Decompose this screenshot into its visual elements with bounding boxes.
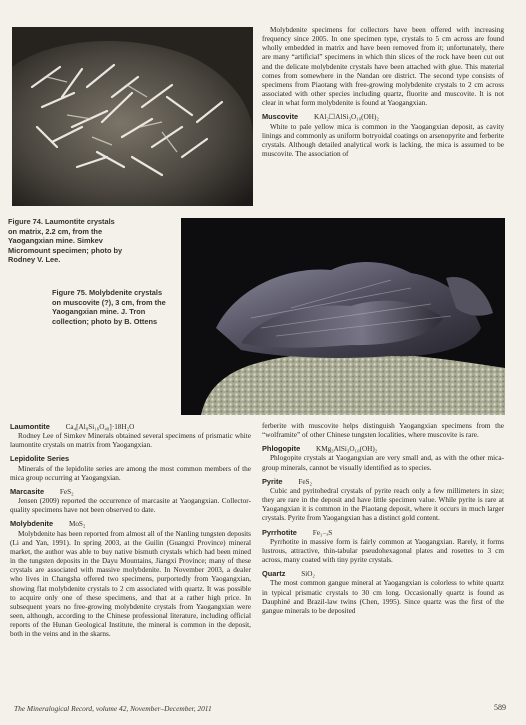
muscovite-formula: KAl₂☐AlSi₃O₁₀(OH)₂ — [313, 113, 379, 122]
figure-74-caption — [8, 217, 173, 265]
pyrite-name: Pyrite — [262, 476, 283, 486]
muscovite-paragraph: White to pale yellow mica is common in the Yaogangxian deposit, as cavity linings and commonly as uniform botryoidal coatings on arsenopyrite and ferberite crystals. Although detailed analytical work is lacking, the mica is assumed to be muscovite. The association of — [262, 122, 504, 159]
figure-74-caption-line: Figure 74. Laumontite crystals — [8, 217, 115, 226]
phlogopite-paragraph: Phlogopite crystals at Yaogangxian are very small and, as with the other mica-group minerals, cannot be visually identified as to species. — [262, 454, 504, 472]
marcasite-paragraph: Jensen (2009) reported the occurrence of marcasite at Yaogangxian. Collector-quality specimens have not been observed to date. — [10, 497, 251, 515]
lepidolite-paragraph: Minerals of the lepidolite series are among the most common members of the mica group occurring at Yaogangxian. — [10, 464, 251, 482]
right-column-bottom — [262, 422, 504, 616]
page-number: 589 — [494, 703, 506, 712]
journal-footer: The Mineralogical Record, volume 42, November–December, 2011 — [14, 704, 212, 713]
figure-74-photo — [12, 27, 253, 206]
pyrite-heading — [262, 477, 504, 487]
pyrite-formula: FeS₂ — [298, 477, 313, 486]
quartz-formula: SiO₂ — [301, 570, 315, 579]
figure-75-caption-line: Yaogangxian mine. J. Tron — [52, 307, 146, 317]
muscovite-continuation-paragraph: ferberite with muscovite helps distinguish Yaogangxian specimens from the “wolframite” of other Chinese tungsten localities, where muscovite is rare. — [262, 422, 504, 440]
pyrrhotite-formula: Fe₁₋ₓS — [312, 528, 333, 537]
quartz-heading — [262, 569, 504, 579]
figure-75-caption-line: on muscovite (?), 3 cm, from the — [52, 297, 166, 307]
muscovite-heading — [262, 112, 504, 122]
figure-74-caption-line: Micromount specimen; photo by — [8, 245, 123, 255]
pyrite-paragraph: Cubic and pyritohedral crystals of pyrite reach only a few millimeters in size; they are rare in the deposit and have little specimen value. While pyrite is rare at Yaogangxian it is common in the Piaotang deposit, where it occurs in much larger crystals. Pyrite from Yaogangxian has a distinct gold content. — [262, 486, 504, 523]
pyrrhotite-paragraph: Pyrrhotite in massive form is fairly common at Yaogangxian. Rarely, it forms lustrous, attractive, thin-tabular pseudohexagonal plates and rosettes to 3 cm across, many coated with tiny pyrite crystals. — [262, 537, 504, 565]
molybdenite-name: Molybdenite — [10, 519, 54, 529]
laumontite-formula: Ca₄[Al₈Si₁₆O₄₈]·18H₂O — [65, 423, 135, 431]
muscovite-name: Muscovite — [262, 112, 299, 122]
lepidolite-name: Lepidolite Series — [10, 454, 70, 464]
molybdenite-formula: MoS₂ — [68, 520, 86, 529]
left-column-bottom — [10, 422, 251, 639]
laumontite-name: Laumontite — [10, 422, 50, 431]
right-column-top — [262, 26, 504, 159]
pyrrhotite-heading — [262, 528, 504, 538]
figure-75-caption-line: Figure 75. Molybdenite crystals — [52, 288, 163, 297]
laumontite-heading — [10, 422, 251, 432]
quartz-paragraph: The most common gangue mineral at Yaogangxian is colorless to white quartz in typical prismatic crystals to 30 cm long. Occasionally quartz is found as Dauphiné and Brazil-law twins (Chen, 1995). Since quartz was the first of the gangue minerals to be deposited — [262, 579, 504, 615]
figure-75-caption — [52, 288, 182, 326]
laumontite-paragraph: Rodney Lee of Simkev Minerals obtained several specimens of prismatic white laumontite crystals on matrix from Yaogangxian. — [10, 432, 251, 450]
lepidolite-heading — [10, 454, 251, 464]
molybdenite-heading — [10, 519, 251, 529]
figure-75-photo — [181, 218, 505, 415]
marcasite-formula: FeS₂ — [59, 487, 74, 496]
figure-74-caption-line: Yaogangxian mine. Simkev — [8, 236, 103, 246]
figure-75-caption-line: collection; photo by B. Ottens — [52, 316, 158, 326]
molybdenite-continuation-paragraph: Molybdenite specimens for collectors have been offered with increasing frequency since 2005. In one specimen type, crystals to 5 cm across are found wholly embedded in matrix and have been removed from it; unfortunately, there are many “artificial” specimens in which thin slices of the rock have been cut out and the delicate molybdenite crystals have been attached with glue. This material comes from somewhere in the Nandan ore district. The second type consists of specimens from Piaotang with free-growing molybdenite crystals to 2 cm across associated with other species including quartz, fluorite and muscovite. It is not clear in what form molybdenite is found at Yaogangxian. — [262, 26, 504, 108]
phlogopite-name: Phlogopite — [262, 444, 301, 454]
molybdenite-paragraph: Molybdenite has been reported from almost all of the Nanling tungsten deposits (Li and Yan, 1991). In spring 2003, at the Guilin (Guangxi Province) mineral market, the author was able to buy native bismuth crystals which had been mined in the tungsten deposits in the Dayu Mountains, Jiangxi Province; many of these crystals are associated with massive molybdenite. In November 2003, a dealer who lives in Changsha offered two specimens, purportedly from Yaogangxian, showing flat molybdenite crystals to 2 cm associated with quartz. It was possible to acquire only one of these specimens, and that at a rather high price. In subsequent years no free-growing molybdenite crystals from Yaogangxian were seen, although, according to the Chinese professional literature, including official reports of the Hunan Geological Institute, the mineral is common in the deposit, both in the veins and in the skarns. — [10, 529, 251, 639]
figure-74-caption-line: Rodney V. Lee. — [8, 255, 61, 265]
figure-74-caption-line: on matrix, 2.2 cm, from the — [8, 226, 103, 236]
marcasite-heading — [10, 487, 251, 497]
marcasite-name: Marcasite — [10, 486, 45, 496]
pyrrhotite-name: Pyrrhotite — [262, 527, 297, 537]
quartz-name: Quartz — [262, 569, 286, 579]
phlogopite-formula: KMg₃AlSi₃O₁₀(OH)₂ — [316, 445, 378, 454]
phlogopite-heading — [262, 444, 504, 454]
